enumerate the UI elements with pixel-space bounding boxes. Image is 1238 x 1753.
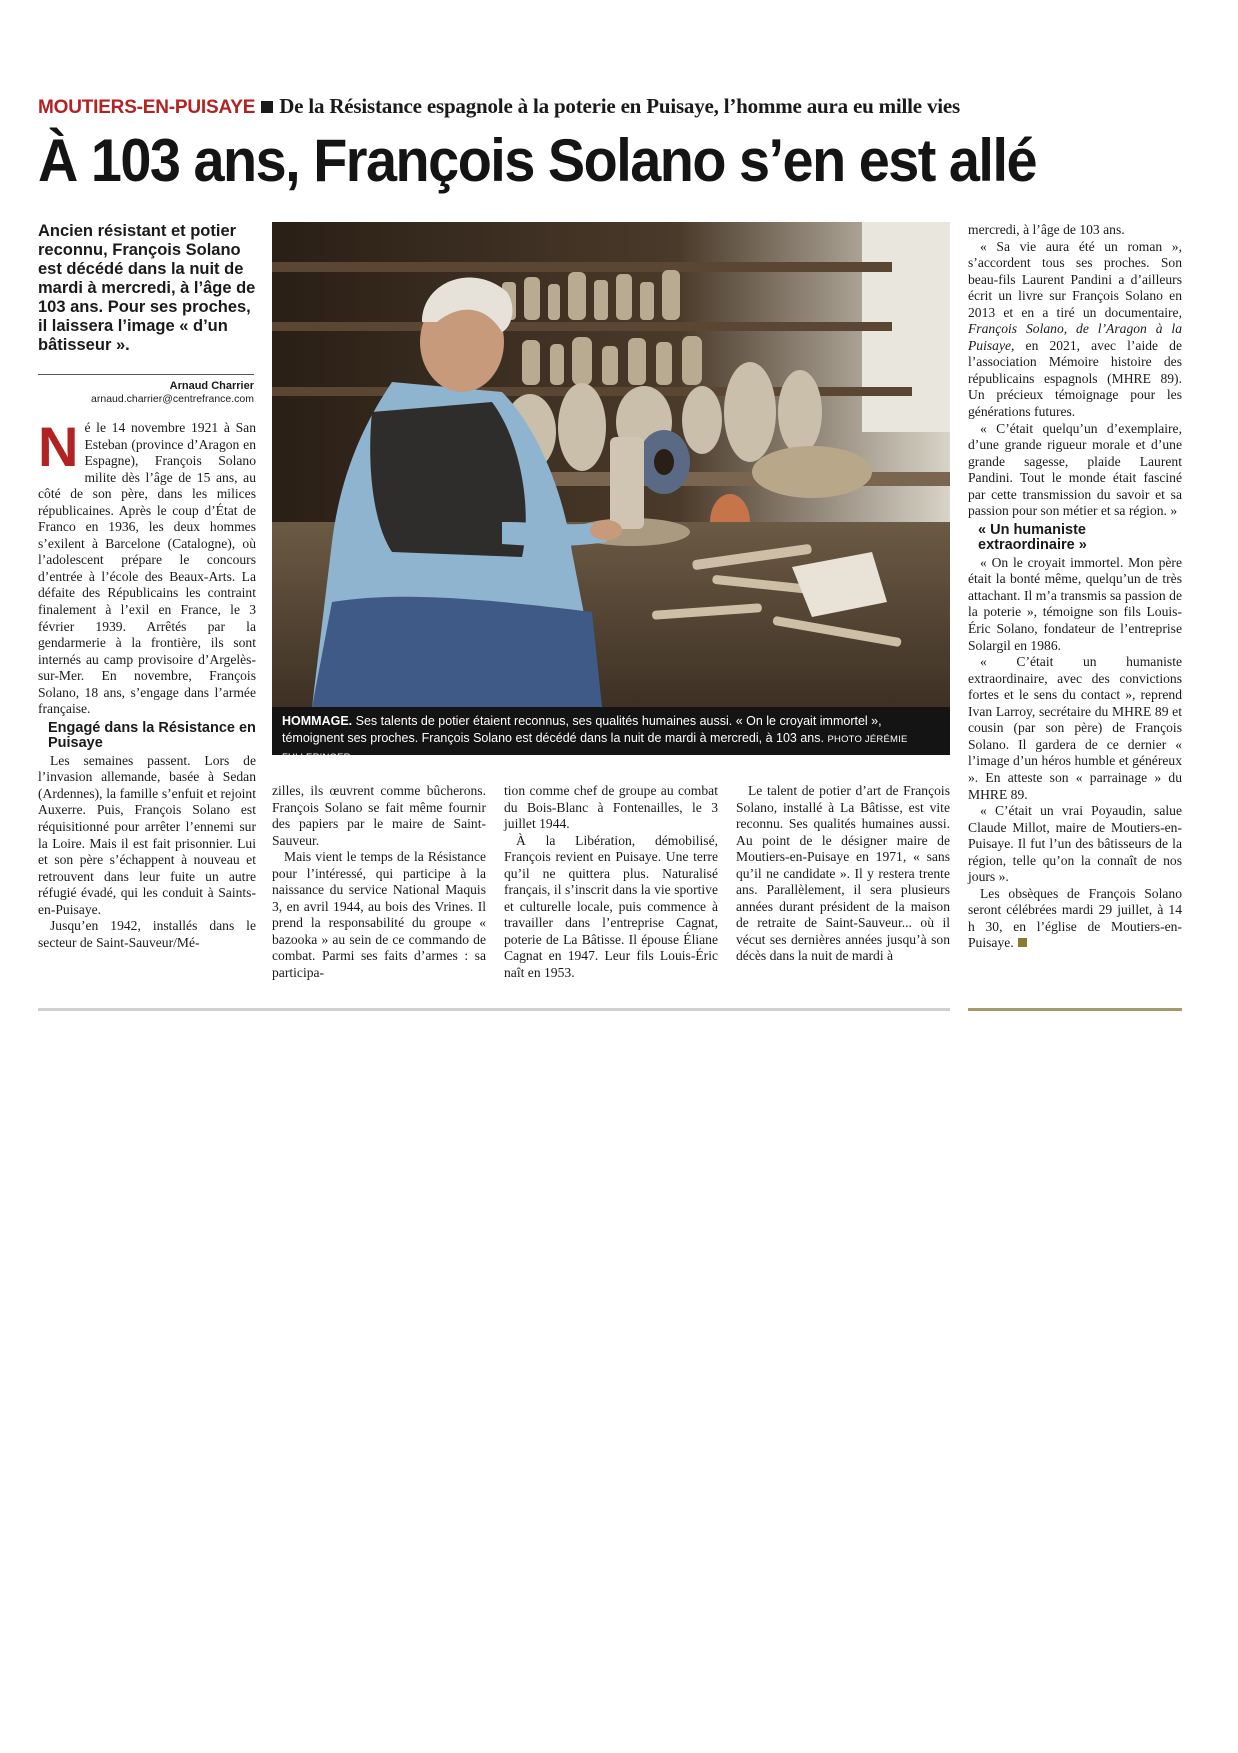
article-paragraph: mercredi, à l’âge de 103 ans. [968, 222, 1125, 237]
article-photo [272, 222, 950, 707]
byline [38, 380, 254, 406]
article-paragraph: Né le 14 novembre 1921 à San Esteban (province d’Aragon en Espagne), François Solano milite dès l’âge de 15 ans, au côté de son père, dans les milices républicaines. Après le coup d’État de Franco en 1936, les deux hommes s’exilent à Barcelone (Catalogne), où l’adolescent prépare le concours d’entrée à l’école des Beaux-Arts. La défaite des Républicains les contraint finalement à l’exil en France, le 3 février 1939. Arrêtés par la gendarmerie à la frontière, ils sont internés au camp provisoire d’Argelès-sur-Mer. En novembre, François Solano, 18 ans, s’engage dans l’armée française. [38, 415, 256, 717]
article-paragraph: « On le croyait immortel. Mon père était la bonté même, quelqu’un de très attachant. Il m’a transmis sa passion de la poterie », témoigne son fils Louis-Éric Solano, fondateur de l’entreprise Solargil en 1986. [968, 554, 1182, 653]
article-bottom-rule [38, 1008, 950, 1011]
article-chapo: Ancien résistant et potier reconnu, François Solano est décédé dans la nuit de mardi à mercredi, à l’âge de 103 ans. Pour ses proches, il laissera l’image « d’un bâtisseur ». [38, 222, 256, 354]
article-headline: À 103 ans, François Solano s’en est allé [38, 127, 1037, 194]
article-paragraph: Mais vient le temps de la Résistance pour l’intéressé, qui participe à la naissance du service National Maquis 3, en avril 1944, au bois des Vrines. Il prend la responsabilité du groupe « bazooka » au sein de ce commando de combat. Parmi ses faits d’armes : sa participa- [272, 849, 486, 981]
article-paragraph: Jusqu’en 1942, installés dans le secteur de Saint-Sauveur/Mé- [38, 918, 256, 950]
caption-lead: HOMMAGE. [282, 714, 353, 728]
end-mark-icon [1018, 938, 1027, 947]
drop-cap: N [38, 415, 79, 478]
article-paragraph: À la Libération, démobilisé, François revient en Puisaye. Une terre qu’il ne quittera plus. Naturalisé français, il s’inscrit dans la vie sportive et culturelle locale, puis commence à travailler dans l’entreprise Cagnat, poterie de La Bâtisse. Il épouse Éliane Cagnat en 1947. Leur fils Louis-Éric naît en 1953. [504, 832, 718, 981]
subheading: Engagé dans la Résistance en Puisaye [48, 719, 256, 751]
article-paragraph: « Sa vie aura été un roman », s’accordent tous ses proches. Son beau-fils Laurent Pandini a d’ailleurs écrit un livre sur François Solano en 2013 et en a tiré un documentaire, François Solano, de l’Aragon à la Puisaye, en 2021, avec l’aide de l’association Mémoire histoire des républicains espagnols (MHRE 89). Un précieux témoignage pour les générations futures. [968, 238, 1182, 420]
article-column-3 [504, 783, 718, 982]
article-paragraph: « C’était un humaniste extraordinaire, avec des convictions fortes et le sens du contact », reprend Ivan Larroy, secrétaire du MHRE 89 et cousin (par son père) de François Solano. Il gardera de ce dernier « l’image d’un héros humble et généreux ». En atteste son « parrainage » du MHRE 89. [968, 654, 1182, 802]
article-paragraph: Les semaines passent. Lors de l’invasion allemande, basée à Sedan (Ardennes), la famille s’enfuit et rejoint Auxerre. Puis, François Solano est réquisitionné pour arrêter l’ennemi sur la Loire. Mais il est fait prisonnier. Lui et son père s’échappent à nouveau et retrouvent dans leur fuite un autre réfugié évadé, qui les conduit à Saints-en-Puisaye. [38, 752, 256, 917]
article-paragraph: « C’était un vrai Poyaudin, salue Claude Millot, maire de Moutiers-en-Puisaye. Il fut l’un des bâtisseurs de la région, telle qu’on la connaît de nos jours ». [968, 803, 1182, 885]
article-column-5 [968, 222, 1182, 952]
kicker-location: MOUTIERS-EN-PUISAYE [38, 97, 256, 118]
byline-name: Arnaud Charrier [169, 380, 254, 392]
subheading: « Un humaniste extraordinaire » [978, 521, 1087, 553]
photo-caption [272, 707, 950, 763]
article-column-2 [272, 783, 486, 982]
article-kicker [38, 94, 960, 119]
documentary-title: François Solano, de l’Aragon à la Puisaye [968, 321, 1182, 353]
article-paragraph: « C’était quelqu’un d’exemplaire, d’une grande rigueur morale et d’une grande sagesse, plaide Laurent Pandini. Tout le monde était fasciné par cette transmission du savoir et sa passion pour son métier et sa région. » [968, 420, 1182, 519]
article-bottom-rule-accent [968, 1008, 1182, 1011]
article-column-1 [38, 415, 256, 951]
photo-credit: PHOTO JÉRÉMIE FULLERINGER [282, 734, 908, 763]
article-paragraph: Le talent de potier d’art de François Solano, installé à La Bâtisse, est vite reconnu. Ses qualités humaines aussi. Au point de le désigner maire de Moutiers-en-Puisaye en 1971, « sans qu’il ne candidate ». Il y restera trente ans. Parallèlement, il sera plusieurs années durant président de la maison de retraite de Saint-Sauveur... où il vécut ses dernières années jusqu’à son décès dans la nuit de mardi à [736, 783, 950, 964]
potter-workshop-image [272, 222, 950, 707]
caption-text: Ses talents de potier étaient reconnus, ses qualités humaines aussi. « On le croyait immortel », témoignent ses proches. François Solano est décédé dans la nuit de mardi à mercredi, à 103 ans. [282, 714, 882, 745]
byline-rule [38, 374, 254, 375]
article-paragraph: Les obsèques de François Solano seront célébrées mardi 29 juillet, à 14 h 30, en l’église de Moutiers-en-Puisaye. [968, 885, 1182, 951]
kicker-deck: De la Résistance espagnole à la poterie en Puisaye, l’homme aura eu mille vies [279, 94, 961, 118]
article-paragraph: zilles, ils œuvrent comme bûcherons. François Solano se fait même fournir des papiers par le maire de Saint-Sauveur. [272, 783, 486, 848]
article-paragraph: tion comme chef de groupe au combat du Bois-Blanc à Fontenailles, le 3 juillet 1944. [504, 783, 718, 832]
article-column-4 [736, 783, 950, 965]
byline-email[interactable]: arnaud.charrier@centrefrance.com [91, 393, 254, 405]
kicker-square-icon [261, 101, 273, 113]
